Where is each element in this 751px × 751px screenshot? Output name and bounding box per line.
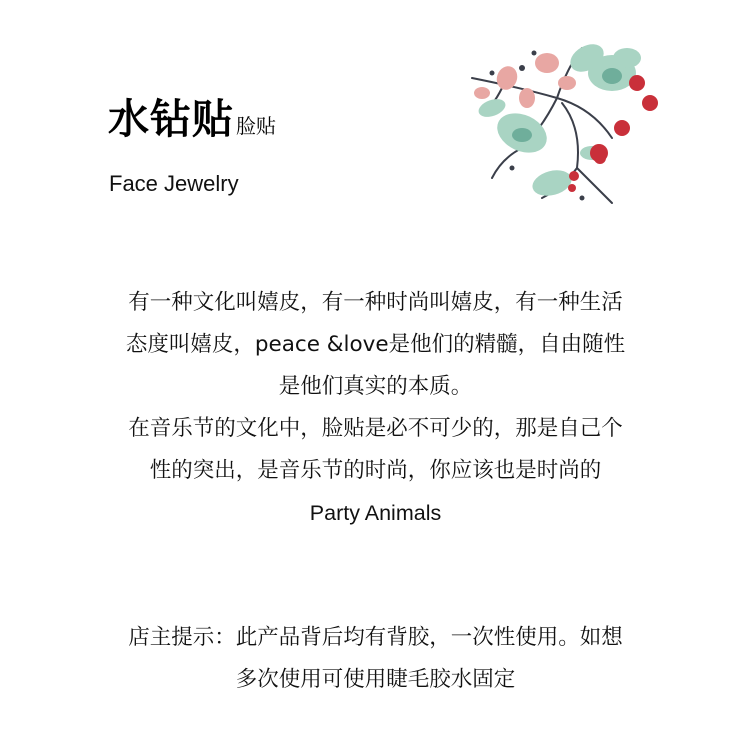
intro-line: 性的突出，是音乐节的时尚，你应该也是时尚的 (149, 458, 602, 483)
intro-line: 是他们真实的本质。 (278, 374, 473, 399)
intro-line: 有一种文化叫嬉皮，有一种时尚叫嬉皮，有一种生活 (128, 290, 623, 315)
title-row (108, 86, 276, 145)
page-title: 水钻贴 (108, 95, 234, 143)
notice-line: 多次使用可使用睫毛胶水固定 (235, 667, 516, 692)
notice-line: 店主提示：此产品背后均有背胶，一次性使用。如想 (128, 625, 623, 650)
intro-line: 在音乐节的文化中，脸贴是必不可少的，那是自己个 (128, 416, 623, 441)
intro-paragraph (70, 282, 681, 534)
page-subtitle: Face Jewelry (109, 171, 239, 196)
intro-line: 态度叫嬉皮，peace &love是他们的精髓，自由随性 (125, 332, 626, 357)
floral-bouquet-icon (462, 38, 662, 218)
intro-line: Party Animals (309, 501, 442, 525)
shop-notice (70, 617, 681, 701)
page-title-sub: 脸贴 (236, 114, 276, 138)
